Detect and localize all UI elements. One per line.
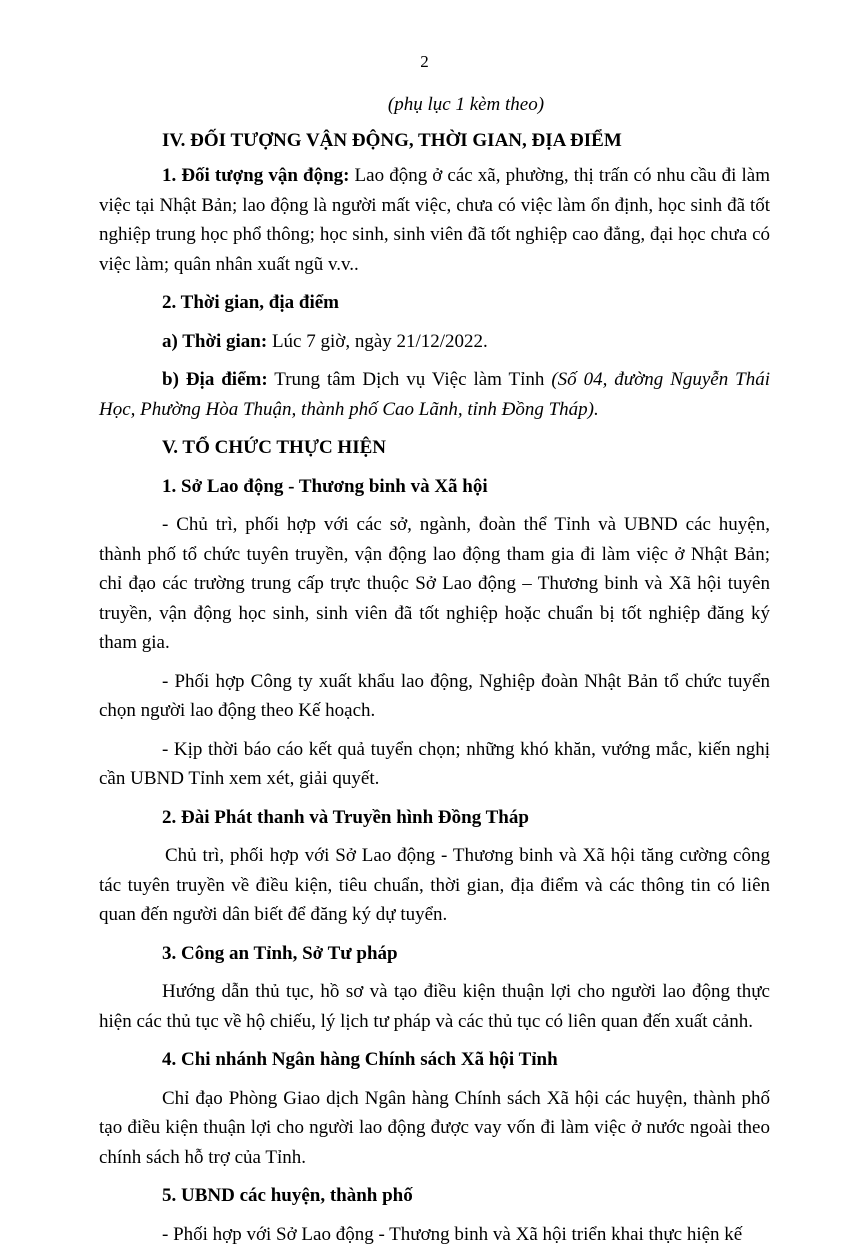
page-number: 2 [420,52,429,71]
time-paragraph [162,327,770,357]
labour-dept-paragraph-1: - Chủ trì, phối hợp với các sở, ngành, đoàn thể Tỉnh và UBND các huyện, thành phố tổ chức tuyên truyền, vận động lao động tham gia đi làm việc ở Nhật Bản; chỉ đạo các trường trung cấp trực thuộc Sở Lao động – Thương binh và Xã hội tuyên truyền, vận động học sinh, sinh viên đã tốt nghiệp hoặc chuẩn bị tốt nghiệp đăng ký tham gia. [99,514,770,653]
place-detail: (Số 04, đường Nguyễn Thái Học, Phường Hòa Thuận, thành phố Cao Lãnh, tỉnh Đồng Tháp). [99,369,771,420]
social-bank-title: 4. Chi nhánh Ngân hàng Chính sách Xã hội Tỉnh [162,1049,558,1070]
document-body [99,90,771,1258]
time-label: a) Thời gian: [162,330,268,352]
police-justice-title: 3. Công an Tỉnh, Sở Tư pháp [162,942,398,964]
broadcast-paragraph: Chủ trì, phối hợp với Sở Lao động - Thương binh và Xã hội tăng cường công tác tuyên truyền về điều kiện, tiêu chuẩn, thời gian, địa điểm và các thông tin có liên quan đến người dân biết để đăng ký dự tuyển. [99,845,770,925]
place-label: b) Địa điểm: [162,369,268,390]
target-audience-paragraph [99,161,770,279]
police-justice-paragraph: Hướng dẫn thủ tục, hồ sơ và tạo điều kiện thuận lợi cho người lao động thực hiện các thủ tục về hộ chiếu, lý lịch tư pháp và các thủ tục có liên quan đến xuất cảnh. [99,981,770,1032]
place-paragraph [99,365,770,424]
target-audience-text: Lao động ở các xã, phường, thị trấn có nhu cầu đi làm việc tại Nhật Bản; lao động là người mất việc, chưa có việc làm ổn định, học sinh đã tốt nghiệp trung học phổ thông; học sinh, sinh viên đã tốt nghiệp cao đẳng, đại học chưa có việc làm; quân nhân xuất ngũ v.v.. [99,165,770,275]
labour-dept-title: 1. Sở Lao động - Thương binh và Xã hội [162,475,488,497]
target-audience-label: 1. Đối tượng vận động: [162,165,350,186]
district-committee-title: 5. UBND các huyện, thành phố [162,1185,413,1206]
appendix-note: (phụ lục 1 kèm theo) [387,94,545,115]
section-v-title: V. TỔ CHỨC THỰC HIỆN [162,437,386,458]
labour-dept-paragraph-2: - Phối hợp Công ty xuất khẩu lao động, Nghiệp đoàn Nhật Bản tổ chức tuyển chọn người lao động theo Kế hoạch. [99,670,770,721]
broadcast-title: 2. Đài Phát thanh và Truyền hình Đồng Tháp [162,806,529,828]
time-text: Lúc 7 giờ, ngày 21/12/2022. [267,330,488,352]
time-place-title: 2. Thời gian, địa điểm [162,292,339,313]
social-bank-paragraph: Chỉ đạo Phòng Giao dịch Ngân hàng Chính sách Xã hội các huyện, thành phố tạo điều kiện thuận lợi cho người lao động được vay vốn đi làm việc ở nước ngoài theo chính sách hỗ trợ của Tỉnh. [99,1087,770,1168]
labour-dept-paragraph-3: - Kịp thời báo cáo kết quả tuyển chọn; những khó khăn, vướng mắc, kiến nghị cần UBND Tỉnh xem xét, giải quyết. [99,738,770,789]
section-iv-title: IV. ĐỐI TƯỢNG VẬN ĐỘNG, THỜI GIAN, ĐỊA ĐIỂM [162,129,622,151]
district-committee-paragraph: - Phối hợp với Sở Lao động - Thương binh và Xã hội triển khai thực hiện kế [162,1223,743,1245]
place-text: Trung tâm Dịch vụ Việc làm Tỉnh [267,369,552,390]
